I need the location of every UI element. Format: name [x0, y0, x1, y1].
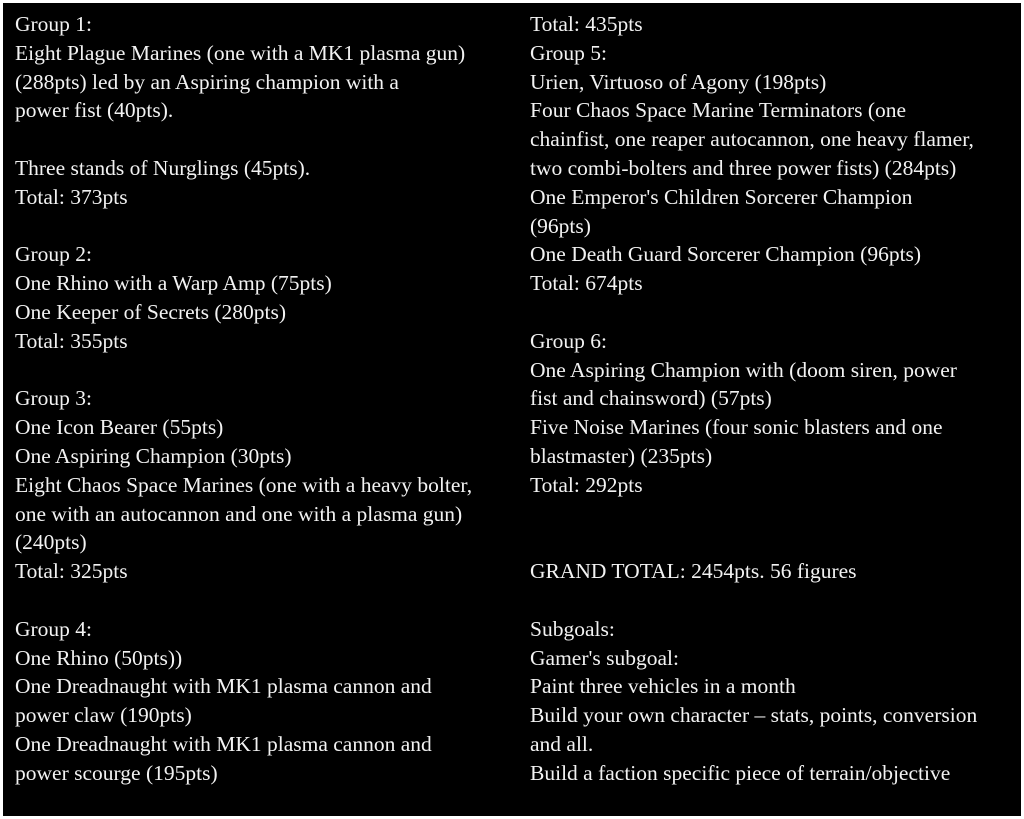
text-line: Group 3:: [15, 386, 93, 411]
text-line: Four Chaos Space Marine Terminators (one: [530, 98, 907, 123]
blank-line: [15, 356, 515, 385]
text-line: power claw (190pts): [15, 703, 192, 728]
text-line: power scourge (195pts): [15, 760, 218, 785]
text-line: blastmaster) (235pts): [530, 443, 713, 468]
text-line: One Rhino (50pts)): [15, 645, 183, 670]
text-line: One Death Guard Sorcerer Champion (96pts): [530, 242, 922, 267]
blank-line: [530, 586, 1015, 615]
right-column: [530, 10, 1015, 788]
text-line: one with an autocannon and one with a plasma gun): [15, 501, 463, 526]
text-line: One Aspiring Champion with (doom siren, power: [530, 357, 957, 382]
text-line: Build your own character – stats, points, conversion: [530, 703, 978, 728]
blank-line: [530, 298, 1015, 327]
text-line: Group 5:: [530, 40, 608, 65]
blank-line: [530, 528, 1015, 557]
text-line: Gamer's subgoal:: [530, 645, 679, 670]
text-line: One Dreadnaught with MK1 plasma cannon and: [15, 731, 432, 756]
text-line: Total: 292pts: [530, 472, 643, 497]
text-line: Build a faction specific piece of terrain/objective: [530, 760, 951, 785]
text-line: (288pts) led by an Aspiring champion with a: [15, 69, 399, 94]
text-line: One Rhino with a Warp Amp (75pts): [15, 271, 332, 296]
text-line: Group 1:: [15, 12, 93, 36]
text-line: One Icon Bearer (55pts): [15, 415, 224, 440]
text-line: two combi-bolters and three power fists) (284pts): [530, 155, 957, 180]
text-line: and all.: [530, 731, 594, 756]
text-line: Three stands of Nurglings (45pts).: [15, 155, 311, 180]
text-line: Eight Plague Marines (one with a MK1 plasma gun): [15, 40, 466, 65]
text-line: Group 4:: [15, 616, 93, 641]
text-line: Total: 355pts: [15, 328, 128, 353]
text-line: GRAND TOTAL: 2454pts. 56 figures: [530, 559, 857, 584]
text-line: Five Noise Marines (four sonic blasters and one: [530, 415, 943, 440]
blank-line: [15, 586, 515, 615]
text-line: Urien, Virtuoso of Agony (198pts): [530, 69, 827, 94]
text-line: One Dreadnaught with MK1 plasma cannon and: [15, 674, 432, 699]
left-column: [15, 10, 515, 788]
text-line: One Aspiring Champion (30pts): [15, 443, 292, 468]
text-line: (96pts): [530, 213, 591, 238]
text-line: Total: 373pts: [15, 184, 128, 209]
text-line: chainfist, one reaper autocannon, one heavy flamer,: [530, 127, 974, 152]
text-line: Group 2:: [15, 242, 93, 267]
text-line: power fist (40pts).: [15, 98, 174, 123]
text-line: Paint three vehicles in a month: [530, 674, 796, 699]
document-page: [3, 3, 1021, 816]
blank-line: [530, 500, 1015, 529]
text-line: fist and chainsword) (57pts): [530, 386, 772, 411]
text-line: Eight Chaos Space Marines (one with a heavy bolter,: [15, 472, 473, 497]
text-line: Group 6:: [530, 328, 608, 353]
text-line: Total: 325pts: [15, 559, 128, 584]
text-line: One Emperor's Children Sorcerer Champion: [530, 184, 913, 209]
blank-line: [15, 125, 515, 154]
text-line: Total: 674pts: [530, 271, 643, 296]
blank-line: [15, 212, 515, 241]
text-line: Total: 435pts: [530, 12, 643, 36]
text-line: (240pts): [15, 530, 87, 555]
text-line: Subgoals:: [530, 616, 615, 641]
text-line: One Keeper of Secrets (280pts): [15, 299, 287, 324]
